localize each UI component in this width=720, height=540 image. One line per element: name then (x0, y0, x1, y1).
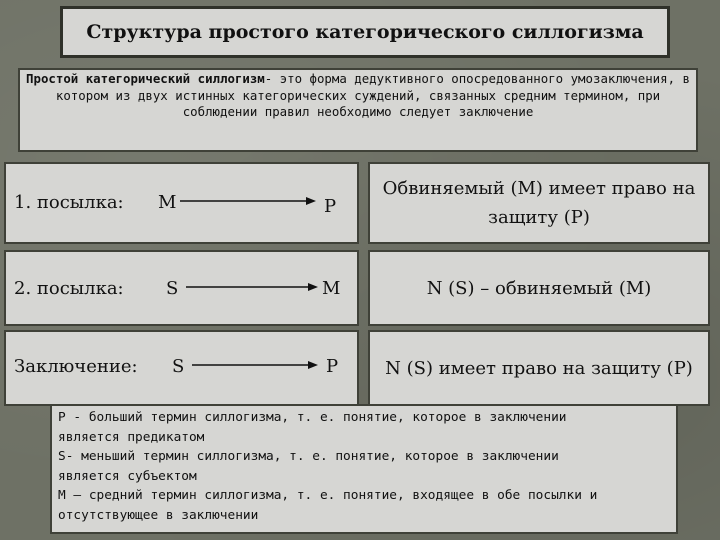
row-2-label: 2. посылка: (14, 278, 124, 299)
legend-line: является предикатом (58, 429, 205, 445)
row-3-example (368, 330, 710, 406)
row-1-subject: M (158, 192, 177, 213)
row-1-predicate: P (324, 196, 337, 217)
row-2-example (368, 250, 710, 326)
row-3-example-text: N (S) имеет право на защиту (Р) (385, 357, 693, 379)
legend-line: Р - больший термин силлогизма, т. е. понятие, которое в заключении (58, 410, 567, 425)
row-2-predicate: M (322, 278, 341, 299)
legend-line: М – средний термин силлогизма, т. е. понятие, входящее в обе посылки и (58, 488, 598, 503)
page-title: Структура простого категорического силлогизма (86, 21, 644, 43)
row-3-arrow (190, 358, 320, 372)
row-2-subject: S (166, 278, 179, 299)
definition-box (18, 68, 698, 152)
legend-line: S- меньший термин силлогизма, т. е. понятие, которое в заключении (58, 449, 559, 464)
row-3-subject: S (172, 356, 185, 377)
row-2-arrow (184, 280, 320, 294)
row-3-scheme (4, 330, 359, 406)
row-2-scheme (4, 250, 359, 326)
legend-line: является субъектом (58, 468, 197, 484)
definition-term: Простой категорический силлогизм (26, 71, 265, 86)
legend-line: отсутствующее в заключении (58, 507, 259, 523)
row-1-example (368, 162, 710, 244)
title-box (60, 6, 670, 58)
row-1-scheme (4, 162, 359, 244)
row-1-example-text: Обвиняемый (М) имеет право на защиту (Р) (382, 178, 696, 228)
definition-text: - это форма дедуктивного опосредованного умозаключения, в котором из двух истинных категорических суждений, связанных средним термином, при соблюдении правил необходимо следует заключение (55, 71, 690, 119)
row-3-predicate: P (326, 356, 339, 377)
row-3-label: Заключение: (14, 356, 138, 377)
row-2-example-text: N (S) – обвиняемый (М) (426, 277, 652, 299)
legend-box (50, 404, 678, 534)
row-1-arrow (178, 194, 318, 208)
row-1-label: 1. посылка: (14, 192, 124, 213)
